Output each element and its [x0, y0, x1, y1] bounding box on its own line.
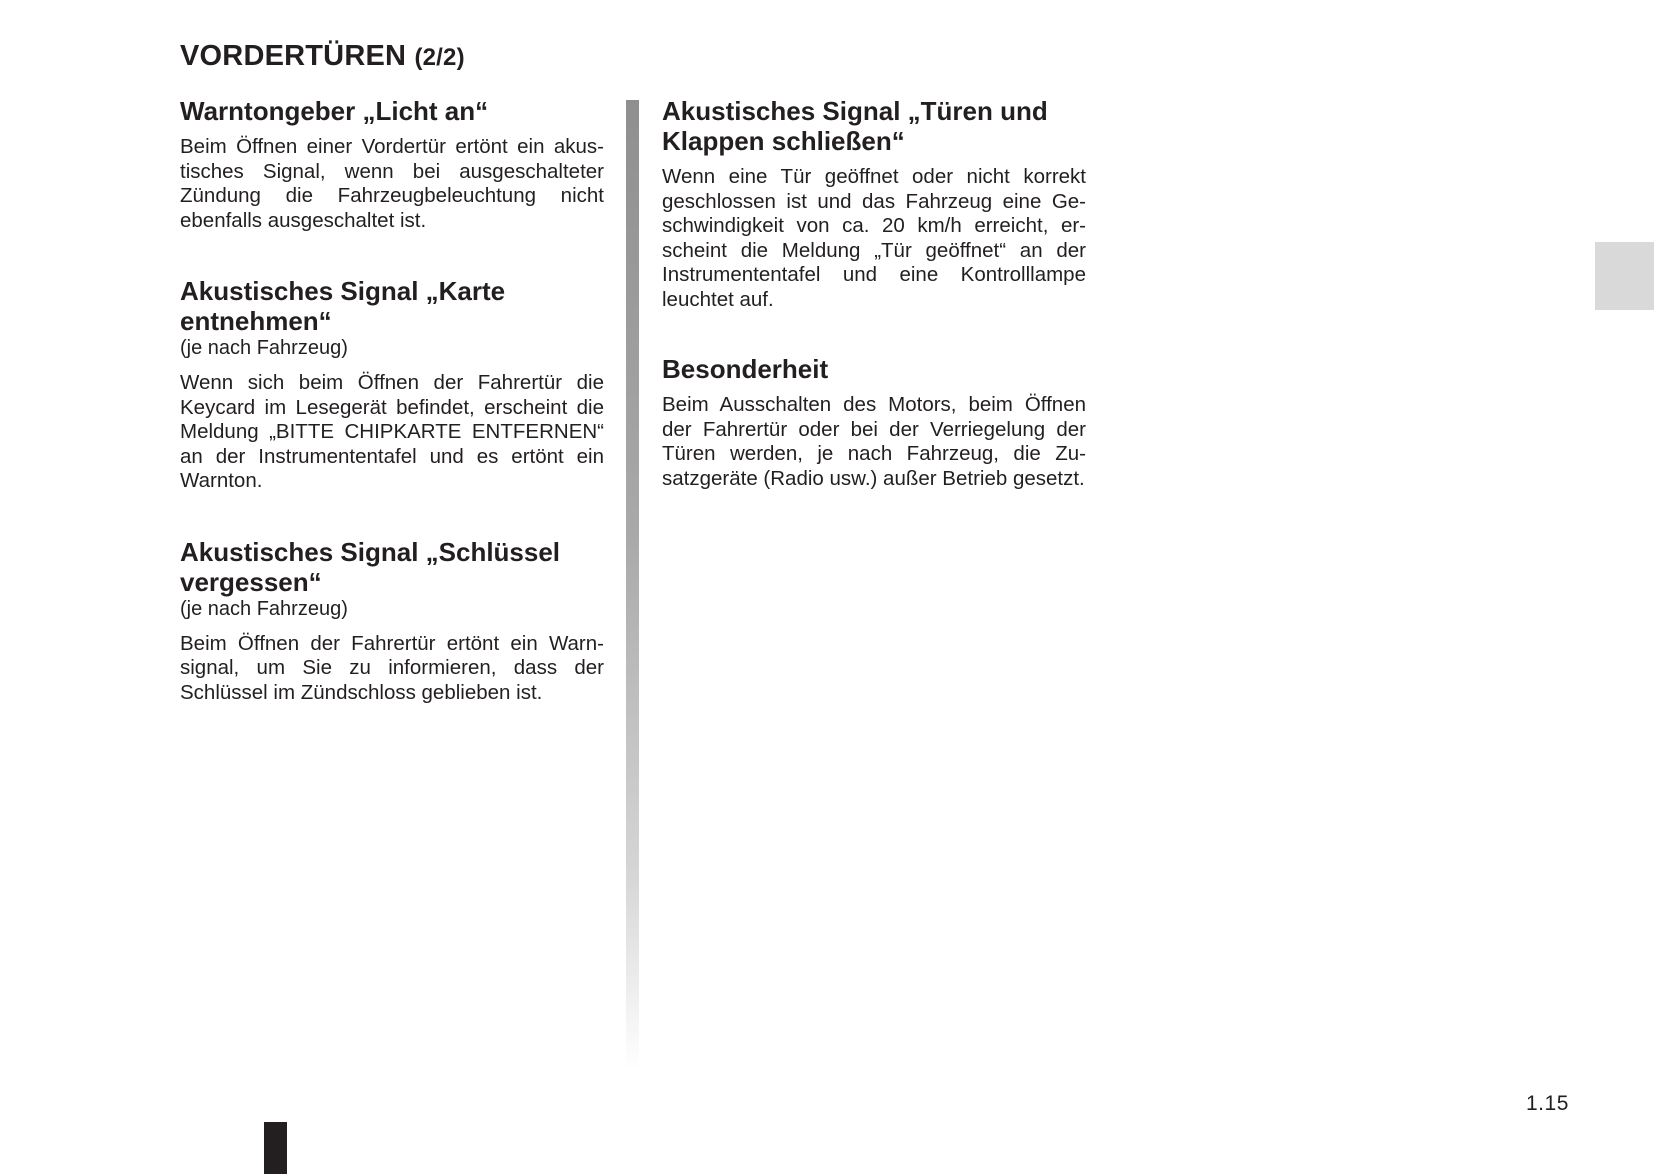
- section-besonderheit: [662, 354, 1086, 491]
- section-heading: Akustisches Signal „Karte entnehmen“: [180, 276, 506, 336]
- section-heading: Besonderheit: [662, 354, 829, 384]
- section-note: (je nach Fahrzeug): [180, 597, 348, 620]
- section-body: Wenn sich beim Öffnen der Fahrertür die Keycard im Lesegerät befindet, erscheint die Meldung „BITTE CHIPKARTE ENTFERNEN“ an der Instrumententafel und es ertönt ein Warnton.: [180, 371, 604, 492]
- right-column: [662, 96, 1086, 491]
- section-heading: Akustisches Signal „Schlüssel vergessen“: [180, 536, 561, 597]
- page-marker-bar: [264, 1122, 287, 1174]
- section-heading: Warntongeber „Licht an“: [180, 96, 489, 126]
- section-licht-an: [180, 96, 604, 233]
- page-title-part: (2/2): [414, 44, 465, 71]
- section-heading: Akustisches Signal „Türen und Klappen schließen“: [662, 96, 1048, 156]
- section-body: Beim Öffnen einer Vordertür ertönt ein akustisches Signal, wenn bei ausgeschalteter Zündung die Fahrzeugbeleuchtung nicht ebenfalls ausgeschaltet ist.: [180, 135, 604, 232]
- section-note: (je nach Fahrzeug): [180, 337, 348, 359]
- column-divider: [626, 100, 639, 1070]
- section-karte-entnehmen: [180, 276, 604, 494]
- section-body: Beim Ausschalten des Motors, beim Öffnen der Fahrertür oder bei der Verriegelung der Türen werden, je nach Fahrzeug, die Zusatzgeräte (Radio usw.) außer Betrieb gesetzt.: [662, 393, 1086, 490]
- page-number: 1.15: [1526, 1092, 1569, 1115]
- section-tueren-schliessen: [662, 96, 1086, 312]
- section-body: Wenn eine Tür geöffnet oder nicht korrekt geschlossen ist und das Fahrzeug eine Geschwindigkeit von ca. 20 km/h erreicht, erscheint die Meldung „Tür geöffnet“ an der Instrumententafel und eine Kontrolllampe leuchtet auf.: [662, 165, 1086, 311]
- left-column: [180, 96, 604, 705]
- section-body: Beim Öffnen der Fahrertür ertönt ein Warnsignal, um Sie zu informieren, dass der Schlüssel im Zündschloss geblieben ist.: [180, 631, 604, 704]
- page-title-main: VORDERTÜREN: [180, 40, 407, 72]
- chapter-side-tab: [1595, 242, 1654, 310]
- page-title: [180, 40, 465, 73]
- section-schluessel-vergessen: [180, 537, 604, 706]
